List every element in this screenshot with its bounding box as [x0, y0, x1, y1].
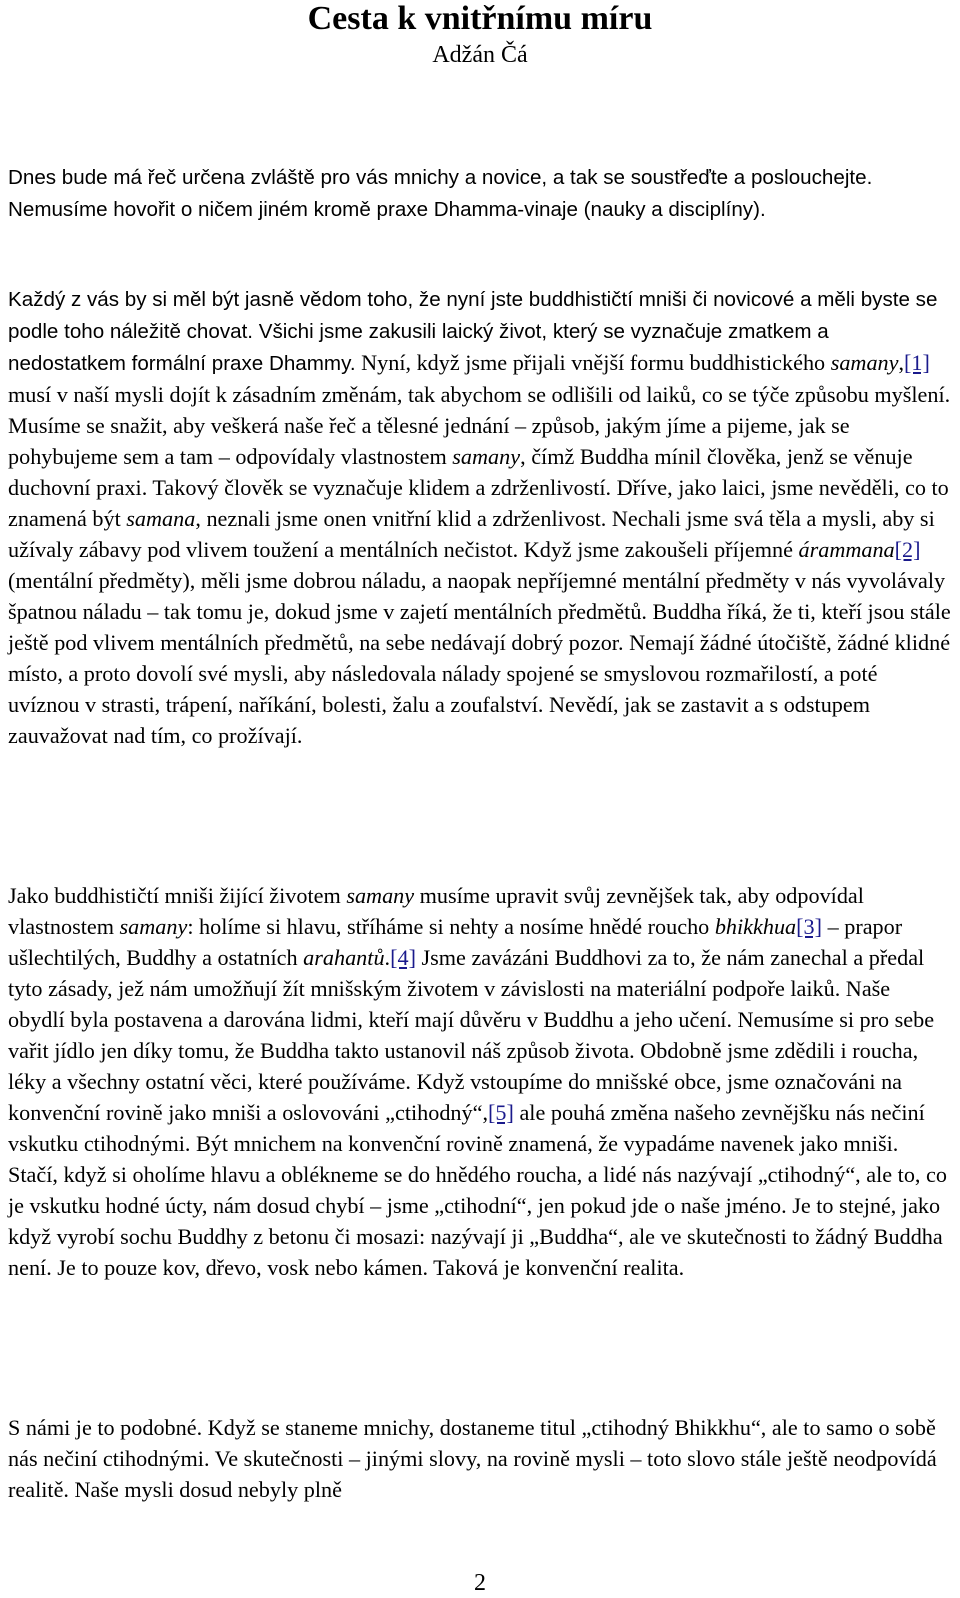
text-run: ale pouhá změna našeho zevnějšku nás nečiní vskutku ctihodnými. Být mnichem na konvenční rovině znamená, že vypadáme navenek jako mniši. Stačí, když si oholíme hlavu a oblékneme se do hnědého roucha, a lidé nás nazývají „ctihodný“, ale to, co je vskutku hodné úcty, nám dosud chybí – jsme „ctihodní“, jen pokud jde o naše jméno. Je to stejné, jako když vyrobí sochu Buddhy z betonu či mosazi: nazývají ji „Buddha“, ale ve skutečnosti to žádný Buddha není. Je to pouze kov, dřevo, vosk nebo kámen. Taková je konvenční realita. [8, 1100, 947, 1280]
term-samana: samana [126, 506, 196, 531]
text-run: musíme upravit svůj zevnějšek tak, aby odpovídal vlastnostem [8, 883, 864, 939]
footnote-link-1[interactable]: [1] [904, 350, 930, 375]
text-run: Nyní, když jsme přijali vnější formu buddhistického [355, 350, 831, 375]
paragraph-4: S námi je to podobné. Když se staneme mnichy, dostaneme titul „ctihodný Bhikkhu“, ale to samo o sobě nás nečiní ctihodnými. Ve skutečnosti – jinými slovy, na rovině mysli – toto slovo stále ještě neodpovídá realitě. Naše mysli dosud nebyly plně [8, 1415, 937, 1502]
text-run: – prapor ušlechtilých, Buddhy a ostatních [8, 914, 903, 970]
text-run: , čímž Buddha mínil člověka, jenž se věnuje duchovní praxi. Takový člověk se vyznačuje klidem a zdrženlivostí. Dříve, jako laici, jsme nevěděli, co to znamená být [8, 444, 949, 531]
paragraph-intro: Dnes bude má řeč určena zvláště pro vás mnichy a novice, a tak se soustřeďte a poslouchejte. Nemusíme hovořit o ničem jiném kromě praxe Dhamma-vinaje (nauky a disciplíny). [8, 166, 873, 221]
paragraph-3 [8, 880, 952, 1283]
text-run: . [384, 945, 391, 970]
footnote-link-2[interactable]: [2] [894, 537, 921, 562]
term-samany: samany [119, 914, 188, 939]
text-run: (mentální předměty), měli jsme dobrou náladu, a naopak nepříjemné mentální předměty v nás vyvolávaly špatnou náladu – tak tomu je, dokud jsme v zajetí mentálních předmětů. Buddha říká, že ti, kteří jsou stále ještě pod vlivem mentálních předmětů, na sebe nedávají dobrý pozor. Nemají žádné útočiště, žádné klidné místo, a proto dovolí své mysli, aby následovala nálady spojené se smyslovou rozmařilostí, a poté uvíznou v strasti, trápení, naříkání, bolesti, žalu a zoufalství. Nevědí, jak se zastavit a s odstupem zauvažovat nad tím, co prožívají. [8, 568, 951, 748]
term-arammana: árammana [798, 537, 895, 562]
term-samany: samany [346, 883, 415, 908]
term-samany: samany [452, 444, 521, 469]
paragraph-2-sans-text: Každý z vás by si měl být jasně vědom toho, že nyní jste buddhističtí mniši či novicové a měli byste se podle toho náležitě chovat. Všichi jsme zakusili laický život, který se vyznačuje zmatkem a nedostatkem formální praxe Dhammy. [8, 288, 938, 375]
footnote-link-4[interactable]: [4] [390, 945, 416, 970]
document-title: Cesta k vnitřnímu míru [307, 0, 653, 37]
text-run: Jako buddhističtí mniši žijící životem [8, 883, 347, 908]
text-run: , neznali jsme onen vnitřní klid a zdrženlivost. Nechali jsme svá těla a mysli, aby si užívaly zábavy pod vlivem toužení a mentálních nečistot. Když jsme zakoušeli příjemné [8, 506, 935, 562]
term-arahantu: arahantů [303, 945, 385, 970]
term-bhikkhua: bhikkhua [714, 914, 797, 939]
text-run: musí v naší mysli dojít k zásadním změnám, tak abychom se odlišili od laiků, co se týče způsobu myšlení. Musíme se snažit, aby veškerá naše řeč a tělesné jednání – způsob, jakým jíme a pijeme, jak se pohybujeme sem a tam – odpovídaly vlastnostem [8, 382, 951, 469]
document-author: Adžán Čá [432, 42, 528, 68]
document-page [8, 0, 952, 1596]
text-run: Jsme zavázáni Buddhovi za to, že nám zanechal a předal tyto zásady, jež nám umožňují žít mnišským životem v závislosti na materiální podpoře laiků. Naše obydlí byla postavena a darována lidmi, kteří mají důvěru v Buddhu a jeho učení. Nemusíme si pro sebe vařit jídlo jen díky tomu, že Buddha takto ustanovil náš způsob života. Obdobně jsme zdědili i roucha, léky a všechny ostatní věci, které používáme. Když vstoupíme do mnišské obce, jsme označováni na konvenční rovině jako mniši a oslovováni „ctihodný“, [8, 945, 935, 1125]
text-run: , [898, 350, 905, 375]
paragraph-2 [8, 283, 952, 751]
footnote-link-5[interactable]: [5] [488, 1100, 514, 1125]
title-block [8, 0, 952, 70]
page-number: 2 [474, 1570, 486, 1596]
footnote-link-3[interactable]: [3] [796, 914, 823, 939]
text-run: : holíme si hlavu, stříháme si nehty a nosíme hnědé roucho [187, 914, 715, 939]
term-samany: samany [830, 350, 899, 375]
